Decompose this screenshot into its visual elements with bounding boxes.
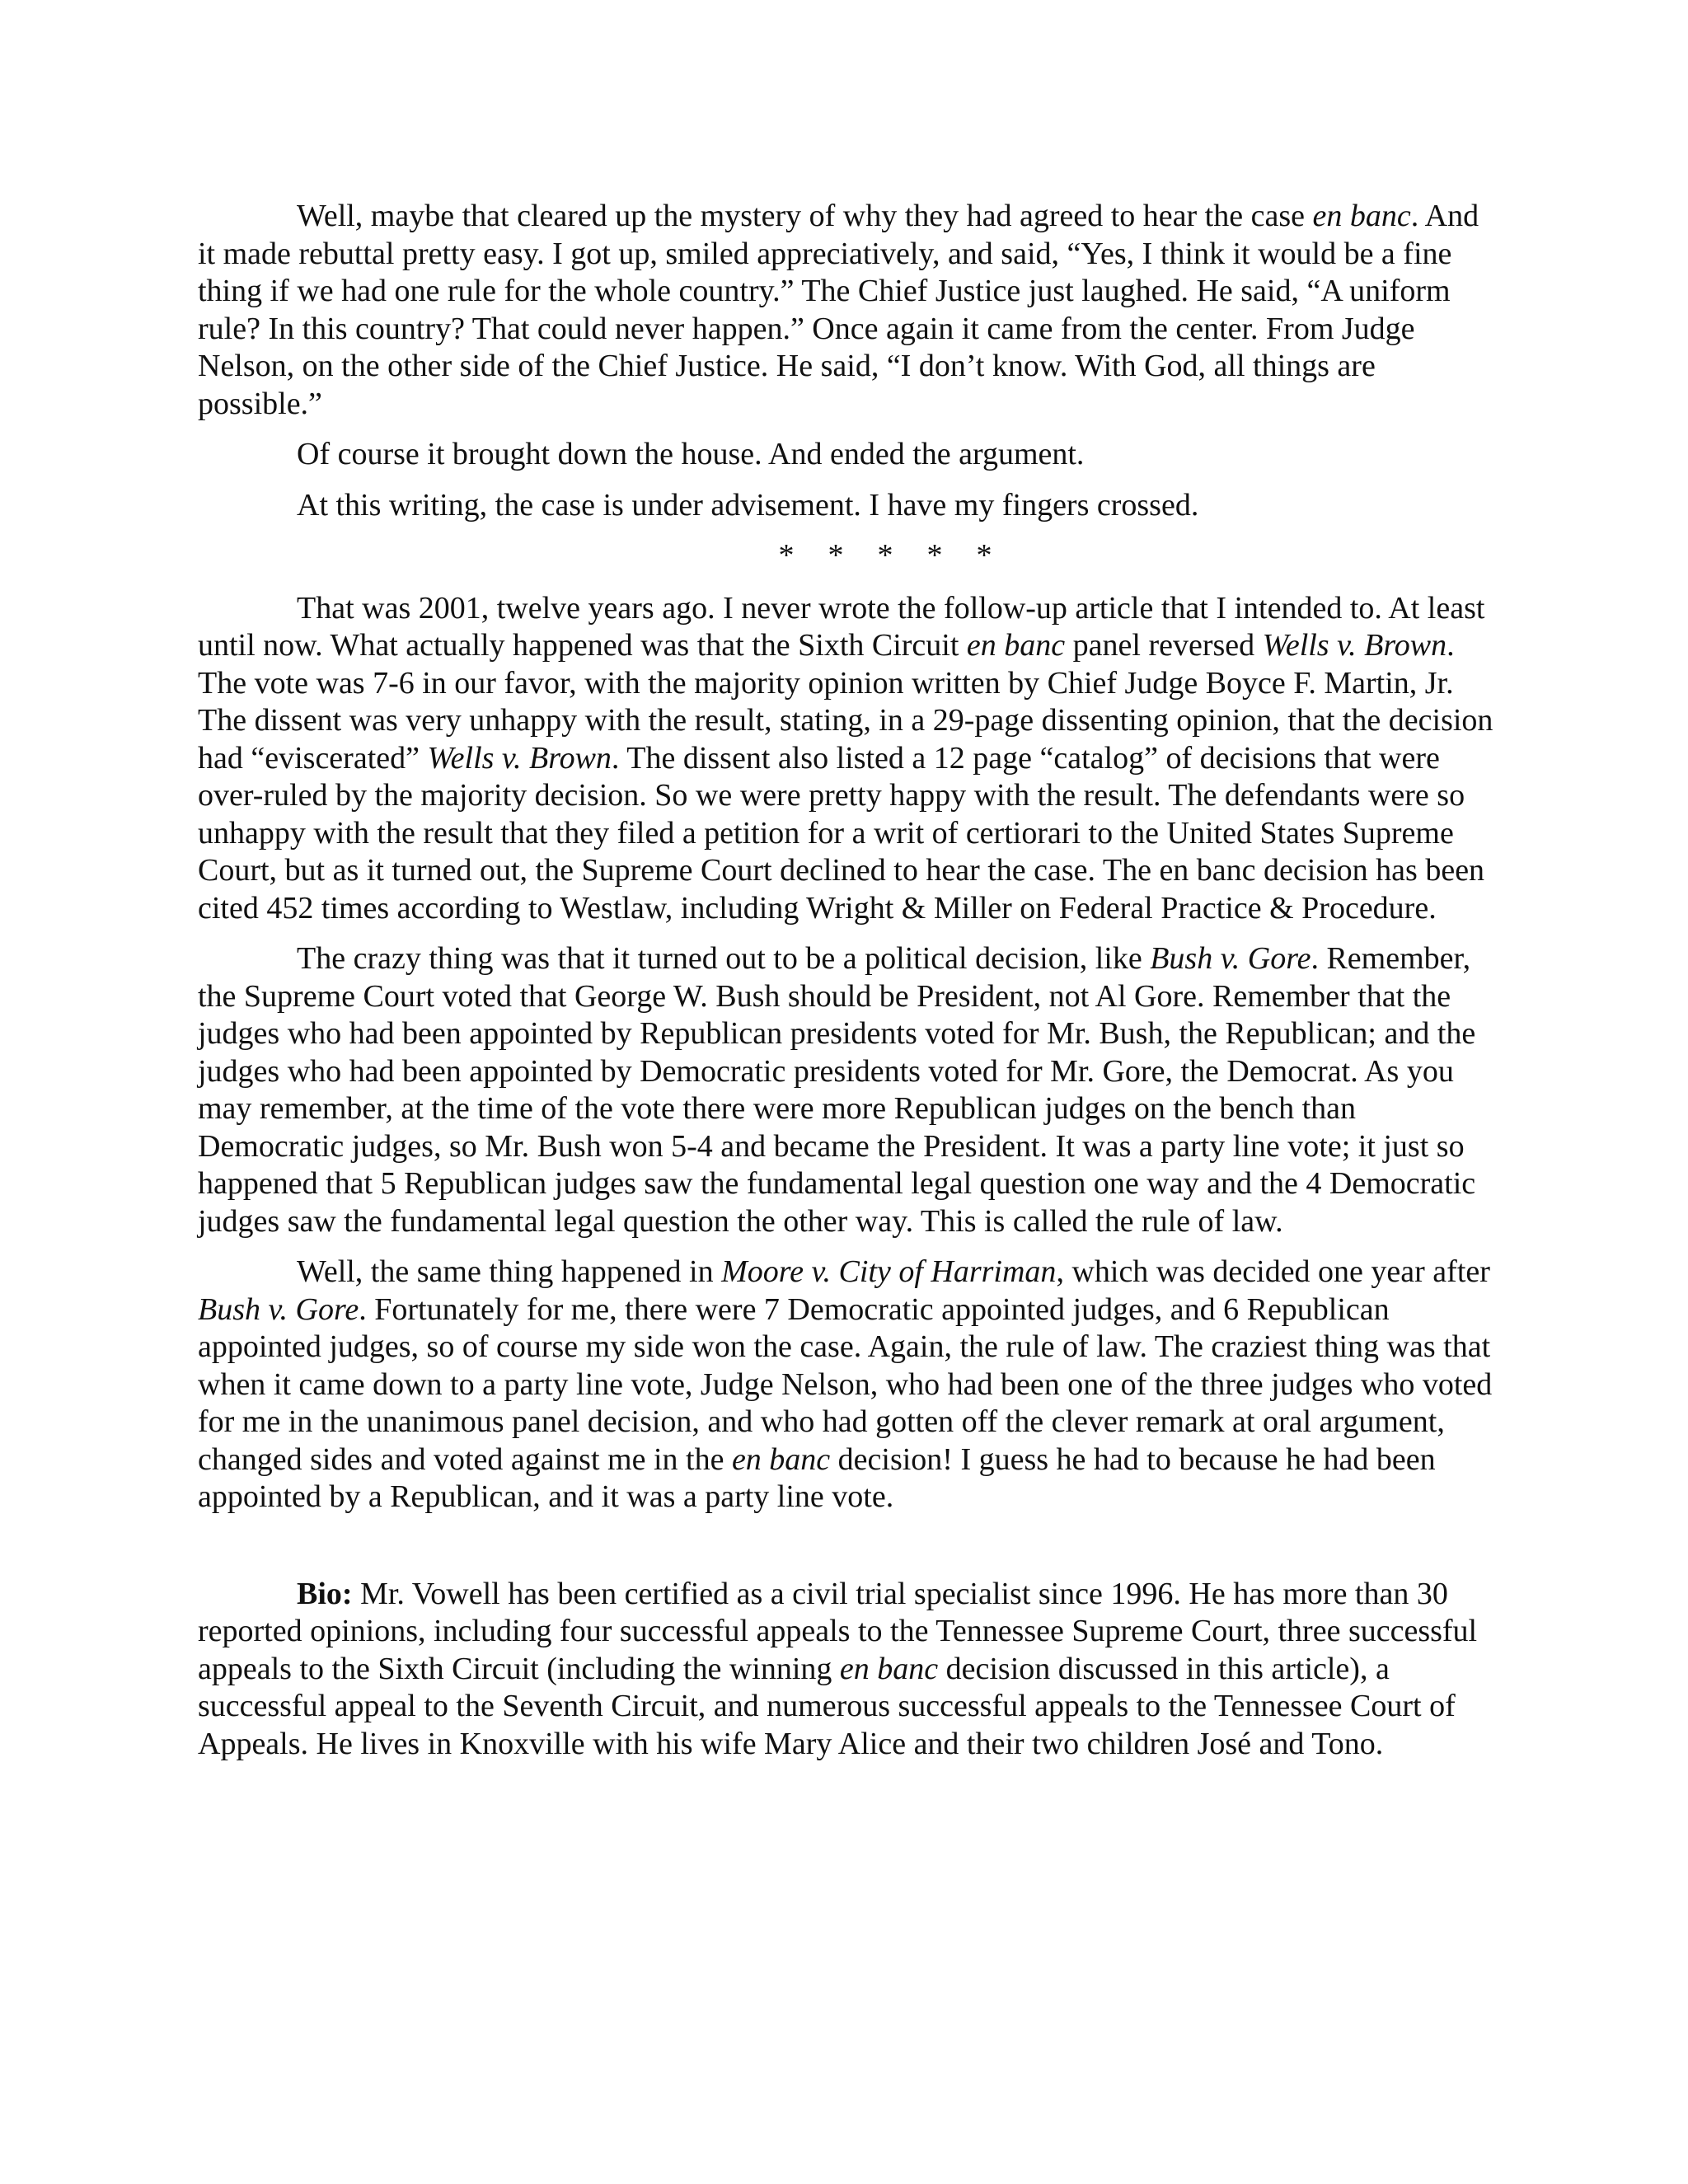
text-run: . And it made rebuttal pretty easy. I got up, smiled appreciatively, and said, “Yes, I think it would be a fine thing if we had one rule for the whole country.” The Chief Justice just laughed. He said, “A uniform rule? In this country? That could never happen.” Once again it came from the center. From Judge Nelson, on the other side of the Chief Justice. He said, “I don’t know. With God, all things are possible.” [198,199,1479,421]
italic-text: en banc [966,628,1066,663]
text-run: That was 2001, twelve years ago. I never wrote the follow-up article that I intended to. At least until now. What actually happened was that the Sixth Circuit [198,590,1485,663]
body-text-before-break [198,198,1493,524]
italic-text: Moore v. City of Harriman [721,1254,1057,1289]
text-run: panel reversed [1065,628,1263,663]
paragraph-p5 [198,940,1493,1240]
text-run: decision discussed in this article), a successful appeal to the Seventh Circuit, and numerous successful appeals to the Tennessee Court of Appeals. He lives in Knoxville with his wife Mary Alice and their two children José and Tono. [198,1651,1456,1761]
document-page [198,198,1493,1776]
asterisk: * [877,538,893,573]
italic-text: en banc [839,1651,939,1686]
bio-label: Bio: [297,1576,353,1611]
text-run: Of course it brought down the house. And ended the argument. [297,437,1085,471]
text-run: Well, maybe that cleared up the mystery of why they had agreed to hear the case [297,199,1313,233]
text-run: , which was decided one year after [1056,1254,1490,1289]
text-run: . The dissent also listed a 12 page “catalog” of decisions that were over-ruled by the majority decision. So we were pretty happy with the result. The defendants were so unhappy with the result that they filed a petition for a writ of certiorari to the United States Supreme Court, but as it turned out, the Supreme Court declined to hear the case. The en banc decision has been cited 452 times according to Westlaw, including Wright & Miller on Federal Practice & Procedure. [198,740,1485,926]
text-run: Mr. Vowell has been certified as a civil trial specialist since 1996. He has more than 30 reported opinions, including four successful appeals to the Tennessee Supreme Court, three successful appeals to the Sixth Circuit (including the winning [198,1576,1478,1686]
text-run: . The vote was 7-6 in our favor, with the majority opinion written by Chief Judge Boyce F. Martin, Jr. The dissent was very unhappy with the result, stating, in a 29-page dissenting opinion, that the decision had “eviscerated” [198,628,1493,776]
asterisk: * [828,538,844,573]
text-run: At this writing, the case is under advisement. I have my fingers crossed. [297,487,1199,523]
author-bio-paragraph [198,1576,1493,1764]
paragraph-p6 [198,1254,1493,1516]
asterisk: * [926,538,943,573]
body-text-after-break [198,590,1493,1516]
italic-text: en banc [731,1441,831,1477]
italic-text: en banc [1312,199,1411,233]
text-run: . Remember, the Supreme Court voted that George W. Bush should be President, not Al Gore. Remember that the judges who had been appointed by Republican presidents voted for Mr. Bush, the Republican; and the judges who had been appointed by Democratic presidents voted for Mr. Gore, the Democrat. As you may remember, at the time of the vote there were more Republican judges on the bench than Democratic judges, so Mr. Bush won 5-4 and became the President. It was a party line vote; it just so happened that 5 Republican judges saw the fundamental legal question one way and the 4 Democratic judges saw the fundamental legal question the other way. This is called the rule of law. [198,941,1476,1239]
paragraph-p1 [198,198,1493,423]
text-run: The crazy thing was that it turned out to be a political decision, like [297,941,1151,976]
italic-text: Bush v. Gore [198,1291,359,1327]
italic-text: Bush v. Gore [1150,941,1311,976]
asterisk: * [976,538,992,573]
italic-text: Wells v. Brown [1262,628,1447,663]
bio-body [198,1577,1477,1761]
italic-text: Wells v. Brown [427,740,612,776]
text-run: decision! I guess he had to because he had been appointed by a Republican, and it was a party line vote. [198,1441,1436,1514]
section-break-asterisks [198,537,1493,575]
paragraph-p4 [198,590,1493,928]
paragraph-p2 [198,436,1493,474]
text-run: . Fortunately for me, there were 7 Democratic appointed judges, and 6 Republican appointed judges, so of course my side won the case. Again, the rule of law. The craziest thing was that when it came down to a party line vote, Judge Nelson, who had been one of the three judges who voted for me in the unanimous panel decision, and who had gotten off the clever remark at oral argument, changed sides and voted against me in the [198,1291,1493,1477]
text-run: Well, the same thing happened in [297,1254,722,1289]
asterisk: * [778,538,795,573]
paragraph-p3 [198,487,1493,525]
